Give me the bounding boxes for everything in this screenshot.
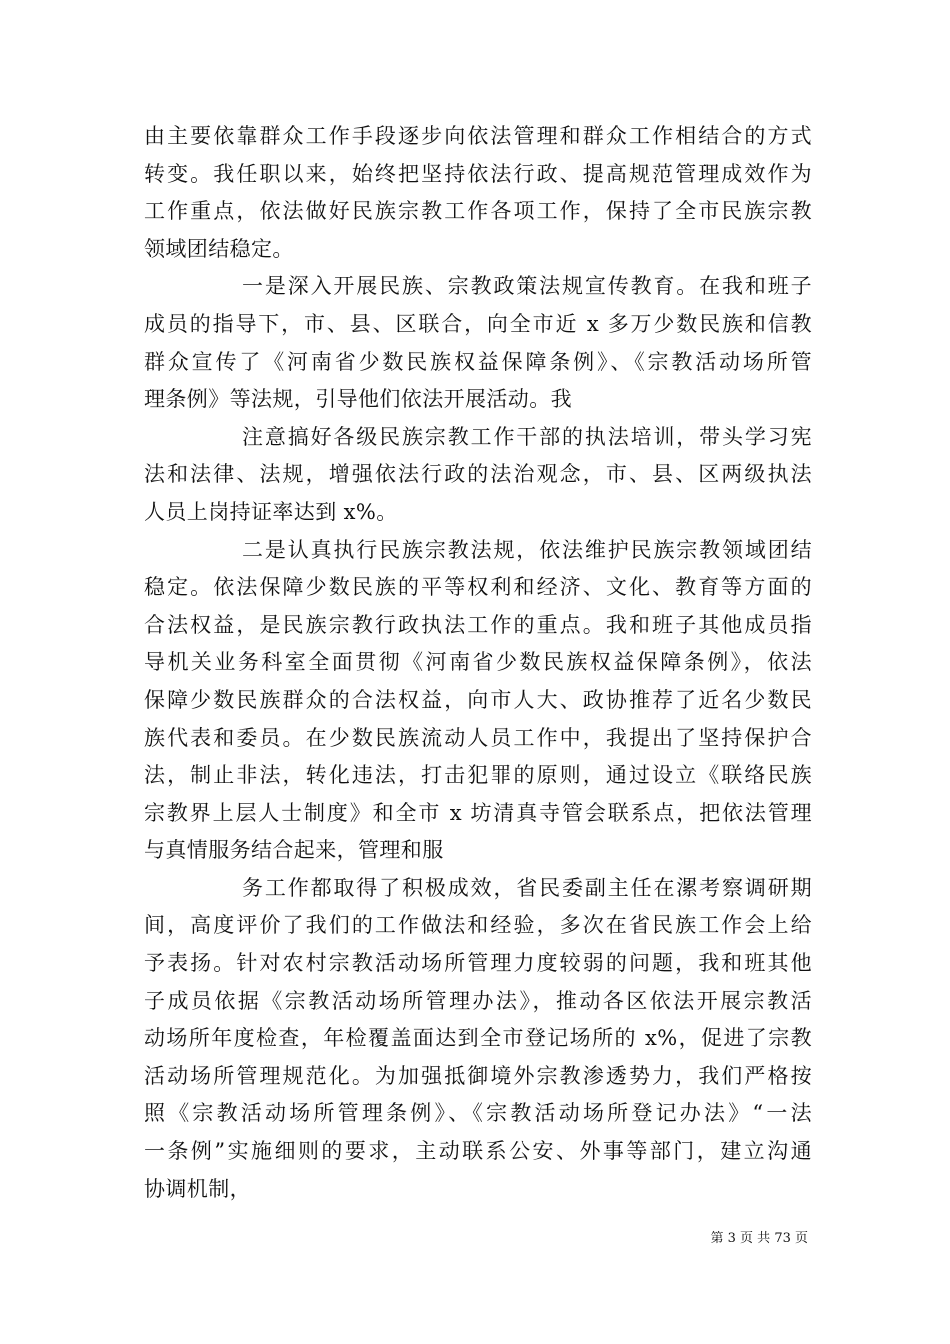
page-number: 第 3 页 共 73 页 bbox=[710, 1231, 808, 1246]
text-line: 照《宗教活动场所管理条例》、《宗教活动场所登记办法》“一法 bbox=[144, 1101, 812, 1126]
text-line: 宗教界上层人士制度》和全市 x 坊清真寺管会联系点，把依法管理 bbox=[144, 800, 812, 825]
text-line: 领域团结稳定。 bbox=[144, 236, 294, 261]
text-line: 务工作都取得了积极成效，省民委副主任在漯考察调研期 bbox=[242, 875, 812, 900]
text-line: 动场所年度检查，年检覆盖面达到全市登记场所的 x%，促进了宗教 bbox=[144, 1026, 812, 1051]
text-line: 由主要依靠群众工作手段逐步向依法管理和群众工作相结合的方式 bbox=[144, 124, 812, 148]
text-line: 予表扬。针对农村宗教活动场所管理力度较弱的问题，我和班其他 bbox=[144, 951, 812, 976]
text-line: 一条例”实施细则的要求，主动联系公安、外事等部门，建立沟通 bbox=[144, 1139, 812, 1164]
text-line: 协调机制， bbox=[144, 1176, 251, 1201]
text-line: 稳定。依法保障少数民族的平等权利和经济、文化、教育等方面的 bbox=[144, 575, 812, 600]
text-line: 注意搞好各级民族宗教工作干部的执法培训，带头学习宪 bbox=[242, 424, 812, 449]
text-line: 法和法律、法规，增强依法行政的法治观念，市、县、区两级执法 bbox=[144, 462, 812, 487]
text-line: 族代表和委员。在少数民族流动人员工作中，我提出了坚持保护合 bbox=[144, 725, 812, 750]
document-body bbox=[144, 118, 812, 1208]
text-line: 与真情服务结合起来，管理和服 bbox=[144, 838, 444, 863]
text-line: 二是认真执行民族宗教法规，依法维护民族宗教领域团结 bbox=[242, 537, 812, 562]
text-line: 成员的指导下，市、县、区联合，向全市近 x 多万少数民族和信教 bbox=[144, 311, 812, 336]
text-line: 间，高度评价了我们的工作做法和经验，多次在省民族工作会上给 bbox=[144, 913, 812, 938]
text-line: 群众宣传了《河南省少数民族权益保障条例》、《宗教活动场所管 bbox=[144, 349, 812, 374]
text-line: 活动场所管理规范化。为加强抵御境外宗教渗透势力，我们严格按 bbox=[144, 1063, 812, 1088]
text-line: 转变。我任职以来，始终把坚持依法行政、提高规范管理成效作为 bbox=[144, 161, 812, 186]
text-line: 工作重点，依法做好民族宗教工作各项工作，保持了全市民族宗教 bbox=[144, 199, 812, 224]
text-line: 合法权益，是民族宗教行政执法工作的重点。我和班子其他成员指 bbox=[144, 612, 812, 637]
text-line: 子成员依据《宗教活动场所管理办法》，推动各区依法开展宗教活 bbox=[144, 988, 812, 1013]
text-line: 一是深入开展民族、宗教政策法规宣传教育。在我和班子 bbox=[242, 274, 812, 299]
text-line: 理条例》等法规，引导他们依法开展活动。我 bbox=[144, 387, 572, 412]
text-line: 法，制止非法，转化违法，打击犯罪的原则，通过设立《联络民族 bbox=[144, 763, 812, 788]
text-line: 导机关业务科室全面贯彻《河南省少数民族权益保障条例》，依法 bbox=[144, 650, 812, 675]
text-line: 保障少数民族群众的合法权益，向市人大、政协推荐了近名少数民 bbox=[144, 687, 812, 712]
text-line: 人员上岗持证率达到 x%。 bbox=[144, 499, 398, 524]
